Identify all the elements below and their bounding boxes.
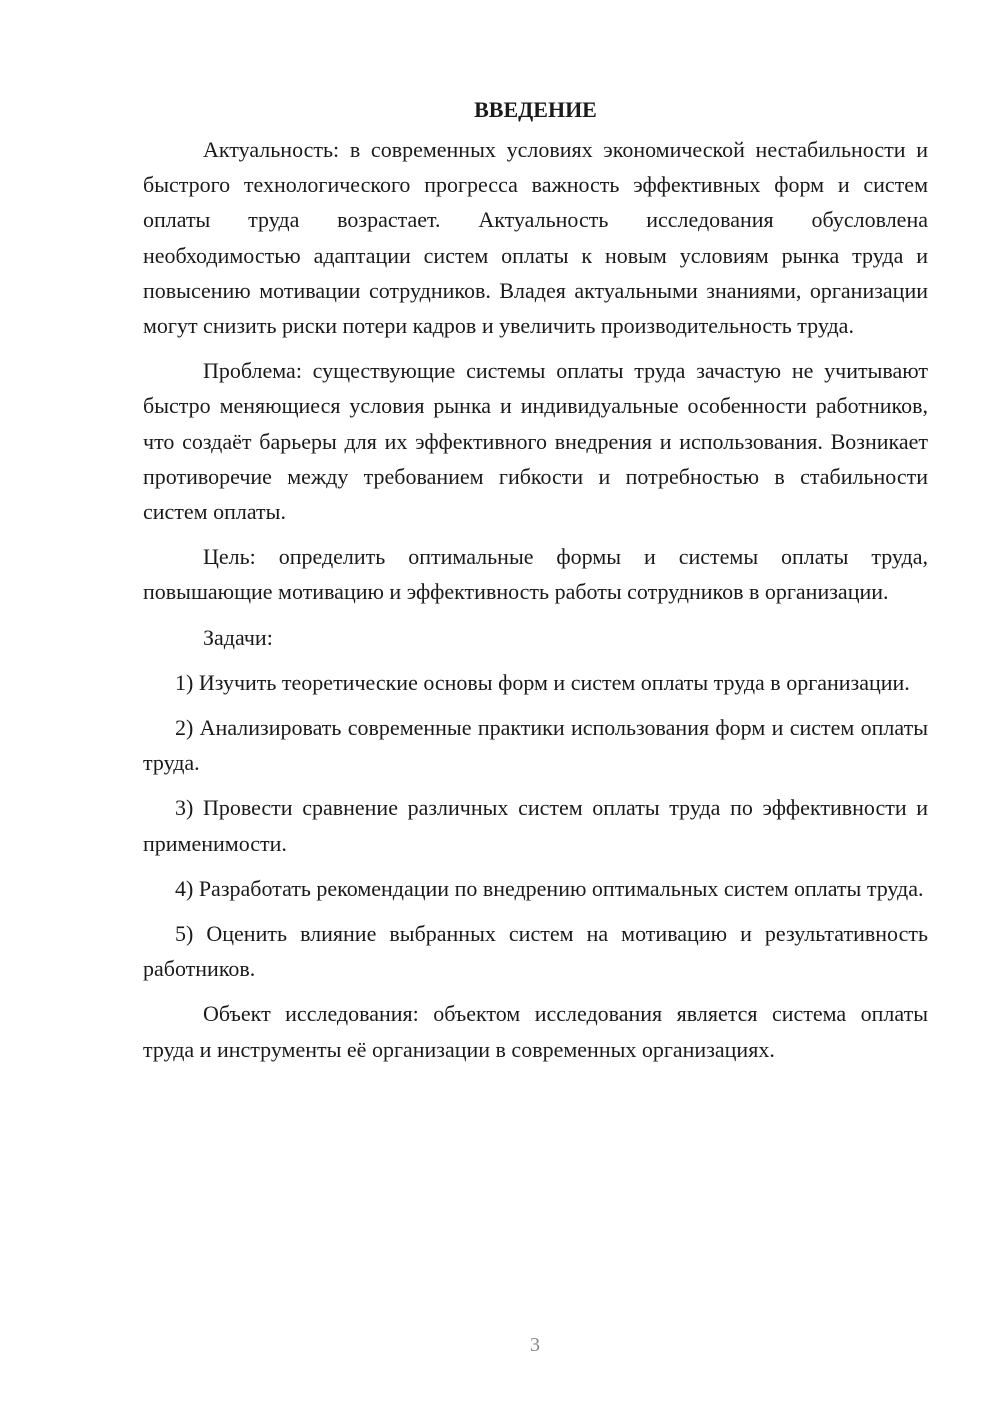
paragraph-tasks-heading: Задачи: (203, 624, 273, 650)
task-item-2: 2) Анализировать современные практики использования форм и систем оплаты труда. (143, 715, 928, 776)
paragraph-relevance: Актуальность: в современных условиях экономической нестабильности и быстрого технологического прогресса важность эффективных форм и систем оплаты труда возрастает. Актуальность исследования обусловлена необходимостью адаптации систем оплаты к новым условиям рынка труда и повысению мотивации сотрудников. Владея актуальными знаниями, организации могут снизить риски потери кадров и увеличить производительность труда. (143, 137, 928, 339)
paragraph-goal: Цель: определить оптимальные формы и системы оплаты труда, повышающие мотивацию и эффективность работы сотрудников в организации. (143, 544, 928, 605)
paragraph-object: Объект исследования: объектом исследования является система оплаты труда и инструменты её организации в современных организациях. (143, 1001, 928, 1062)
paragraph-problem: Проблема: существующие системы оплаты труда зачастую не учитывают быстро меняющиеся условия рынка и индивидуальные особенности работников, что создаёт барьеры для их эффективного внедрения и использования. Возникает противоречие между требованием гибкости и потребностью в стабильности систем оплаты. (143, 358, 928, 525)
page-title: ВВЕДЕНИЕ (474, 97, 597, 122)
task-item-5: 5) Оценить влияние выбранных систем на мотивацию и результативность работников. (143, 921, 928, 982)
task-item-4: 4) Разработать рекомендации по внедрению оптимальных систем оплаты труда. (175, 875, 924, 901)
page-content (143, 92, 928, 1077)
task-item-3: 3) Провести сравнение различных систем оплаты труда по эффективности и применимости. (143, 795, 928, 856)
task-item-1: 1) Изучить теоретические основы форм и систем оплаты труда в организации. (175, 669, 910, 695)
page-number: 3 (530, 1334, 540, 1356)
